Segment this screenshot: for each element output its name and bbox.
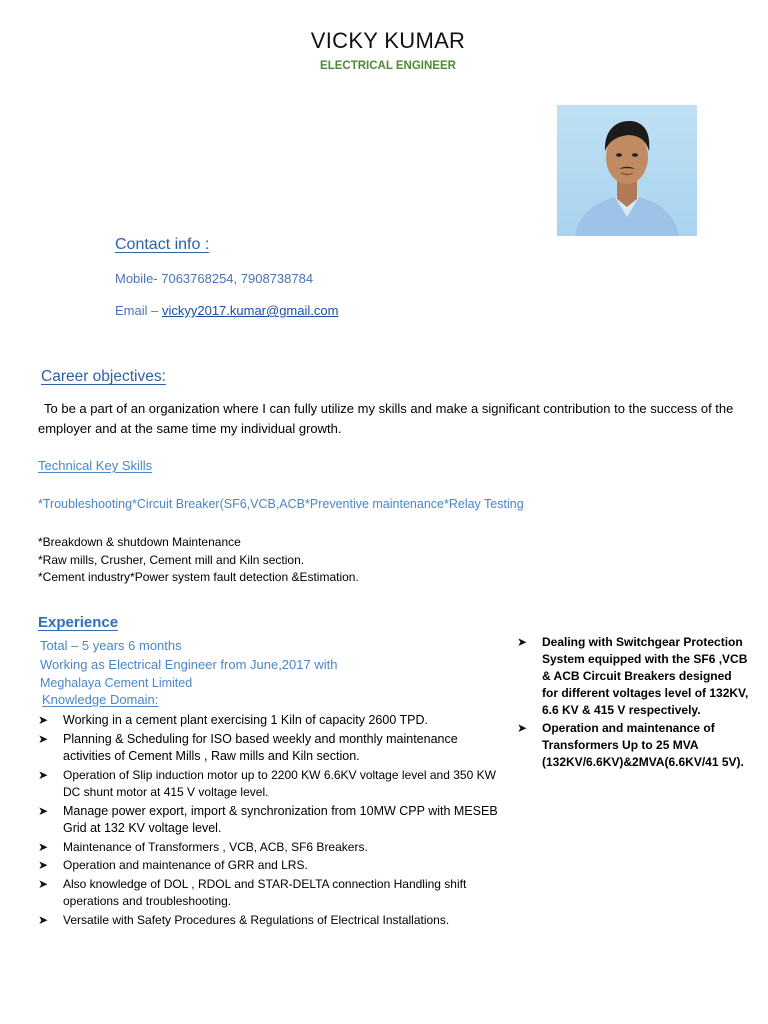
list-item-text: Working in a cement plant exercising 1 Kiln of capacity 2600 TPD. xyxy=(63,713,429,727)
list-item xyxy=(38,912,508,930)
experience-summary xyxy=(40,636,337,693)
arrow-bullet-icon: ➤ xyxy=(38,839,49,854)
arrow-bullet-icon: ➤ xyxy=(517,721,528,735)
technical-skills-line: *Troubleshooting*Circuit Breaker(SF6,VCB,ACB*Preventive maintenance*Relay Testing xyxy=(38,497,524,511)
experience-total: Total – 5 years 6 months xyxy=(40,638,182,653)
mobile-numbers: Mobile- 7063768254, 7908738784 xyxy=(115,271,314,286)
candidate-name: VICKY KUMAR xyxy=(310,28,466,53)
candidate-role: ELECTRICAL ENGINEER xyxy=(320,60,456,72)
list-item xyxy=(38,767,508,802)
email-link[interactable]: vickyy2017.kumar@gmail.com xyxy=(161,303,339,318)
email-line xyxy=(115,303,338,318)
arrow-bullet-icon: ➤ xyxy=(38,858,49,872)
arrow-bullet-icon: ➤ xyxy=(38,713,49,727)
list-item xyxy=(38,839,508,857)
email-label: Email – xyxy=(115,303,162,318)
list-item xyxy=(38,803,508,838)
contact-info-heading: Contact info : xyxy=(115,236,210,253)
list-item xyxy=(38,731,508,766)
list-item-text: Dealing with Switchgear Protection System equipped with the SF6 ,VCB & ACB Circuit Breakers designed for different voltages level of 132KV, 6.6 KV & 415 V respectively. xyxy=(542,635,749,717)
experience-company: Meghalaya Cement Limited xyxy=(40,676,193,690)
skill-item: *Raw mills, Crusher, Cement mill and Kiln section. xyxy=(38,552,305,567)
career-objective-text: To be a part of an organization where I can fully utilize my skills and make a significant contribution to the success of the employer and at the same time my individual growth. xyxy=(38,401,734,436)
arrow-bullet-icon: ➤ xyxy=(38,876,49,891)
arrow-bullet-icon: ➤ xyxy=(517,635,528,649)
list-item xyxy=(517,634,749,719)
arrow-bullet-icon: ➤ xyxy=(38,731,49,746)
knowledge-domain-heading: Knowledge Domain: xyxy=(42,692,159,707)
list-item xyxy=(517,720,749,771)
list-item-text: Manage power export, import & synchronization from 10MW CPP with MESEB Grid at 132 KV voltage level. xyxy=(63,803,498,835)
list-item-text: Planning & Scheduling for ISO based weekly and monthly maintenance activities of Cement Mills , Raw mills and Kiln section. xyxy=(63,731,458,763)
skills-list xyxy=(38,534,359,587)
arrow-bullet-icon: ➤ xyxy=(38,912,49,927)
profile-photo xyxy=(557,105,697,236)
arrow-bullet-icon: ➤ xyxy=(38,767,49,782)
career-objectives-heading: Career objectives: xyxy=(41,368,166,385)
skill-item: *Cement industry*Power system fault detection &Estimation. xyxy=(38,570,359,584)
list-item xyxy=(38,857,508,875)
list-item-text: Versatile with Safety Procedures & Regulations of Electrical Installations. xyxy=(63,912,450,927)
list-item xyxy=(38,876,508,911)
list-item xyxy=(38,712,508,730)
experience-working: Working as Electrical Engineer from June,2017 with xyxy=(40,657,338,672)
arrow-bullet-icon: ➤ xyxy=(38,803,49,818)
switchgear-list xyxy=(517,634,749,772)
technical-skills-heading: Technical Key Skills xyxy=(38,458,153,473)
list-item-text: Maintenance of Transformers , VCB, ACB, SF6 Breakers. xyxy=(63,839,368,854)
skill-item: *Breakdown & shutdown Maintenance xyxy=(38,535,241,549)
knowledge-domain-list xyxy=(38,712,508,930)
list-item-text: Operation of Slip induction motor up to 2200 KW 6.6KV voltage level and 350 KW DC shunt motor at 415 V voltage level. xyxy=(63,767,496,799)
list-item-text: Also knowledge of DOL , RDOL and STAR-DELTA connection Handling shift operations and troubleshooting. xyxy=(63,876,467,908)
list-item-text: Operation and maintenance of Transformers Up to 25 MVA (132KV/6.6KV)&2MVA(6.6KV/41 5V). xyxy=(542,721,744,769)
list-item-text: Operation and maintenance of GRR and LRS. xyxy=(63,858,308,872)
experience-heading: Experience xyxy=(38,614,119,631)
